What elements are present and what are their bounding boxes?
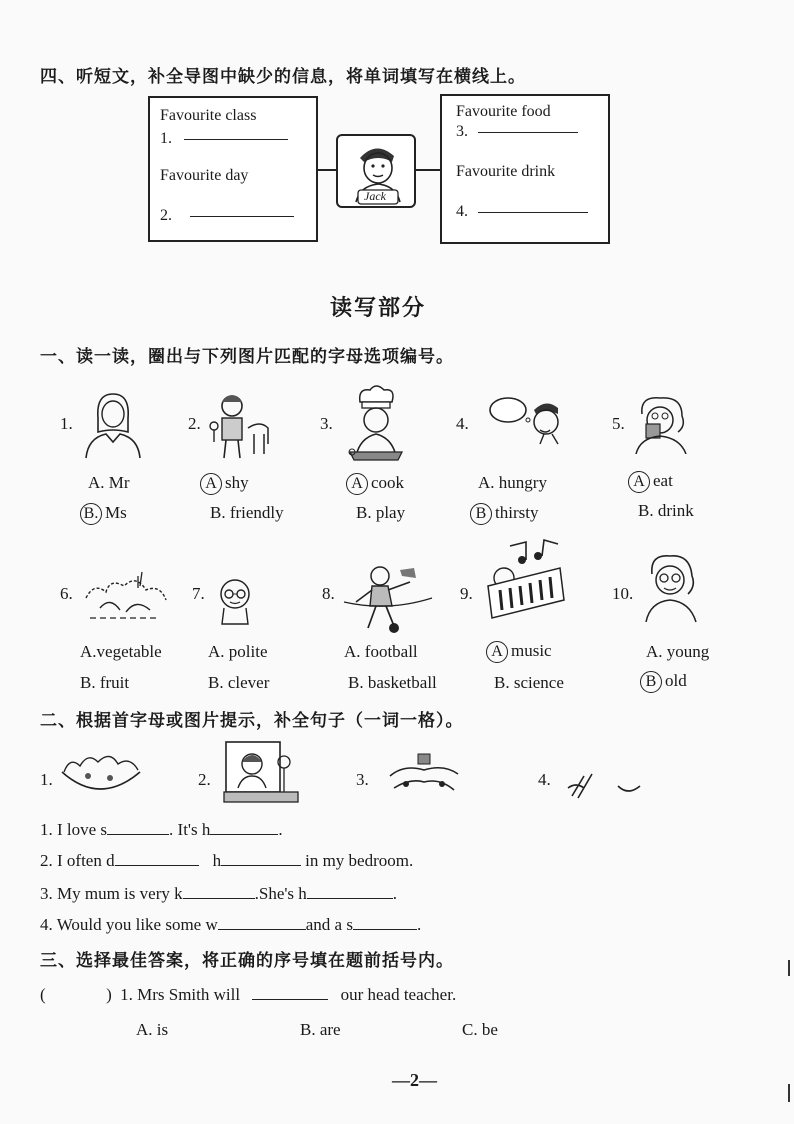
drink-sandwich-picture [566, 762, 642, 802]
old-man-eating-picture [632, 392, 692, 454]
option-text: old [665, 671, 687, 690]
connector-line-left [318, 169, 336, 171]
favourite-food-label: Favourite food [456, 103, 551, 120]
fill-heading: 二、根据首字母或图片提示，补全句子（一词一格）。 [40, 711, 464, 731]
clever-girl-picture [212, 574, 258, 630]
option-text: cook [371, 473, 405, 492]
item-number: 2. [188, 414, 201, 433]
choice-a[interactable]: A. is [136, 1020, 169, 1039]
option-b[interactable]: B. drink [638, 501, 694, 520]
option-a[interactable]: A. football [344, 642, 418, 661]
circled-letter: A [486, 641, 508, 663]
thirsty-boy-picture [488, 394, 566, 446]
connector-line-right [416, 169, 440, 171]
sentence-1: 1. I love s . It's h . [40, 820, 283, 839]
option-a[interactable]: A. Mr [88, 473, 130, 492]
choice-heading: 三、选择最佳答案，将正确的序号填在题前括号内。 [40, 951, 454, 971]
option-b[interactable]: B. fruit [80, 673, 130, 692]
item-number: 7. [192, 584, 205, 603]
page-number: —2— [392, 1070, 437, 1090]
answer-blank-1[interactable] [184, 139, 288, 140]
hint-number: 1. [40, 770, 53, 789]
option-b[interactable]: B. basketball [348, 673, 437, 692]
sentence-4-blank-a[interactable] [218, 916, 306, 930]
favourite-class-label: Favourite class [160, 107, 257, 124]
option-b[interactable]: B. friendly [210, 503, 284, 522]
salad-picture [58, 746, 144, 798]
kind-mum-picture [384, 748, 464, 800]
helping-hands-icon [384, 748, 464, 800]
piano-music-picture [482, 538, 566, 628]
chef-picture [342, 384, 410, 466]
item-number: 3. [320, 414, 333, 433]
answer-paren-open: ( [40, 985, 46, 1004]
jack-portrait-box [336, 134, 416, 208]
sentence-3-blank-a[interactable] [183, 885, 255, 899]
circled-letter: A [346, 473, 368, 495]
option-b-circled[interactable] [640, 671, 687, 693]
blank-1-number: 1. [160, 129, 288, 149]
sentence-4-blank-b[interactable] [353, 916, 417, 930]
part-title: 读写部分 [330, 296, 427, 321]
option-a[interactable]: A.vegetable [80, 642, 162, 661]
circled-letter: B [470, 503, 492, 525]
old-man-icon [640, 550, 702, 624]
hint-number: 2. [198, 770, 211, 789]
girl-icon [204, 388, 278, 462]
answer-blank-2[interactable] [190, 216, 294, 217]
option-text: thirsty [495, 503, 539, 522]
jack-label: Jack [364, 189, 386, 203]
blank-3-number: 3. [456, 122, 578, 142]
option-b-circled[interactable] [470, 503, 538, 525]
item-number: 9. [460, 584, 473, 603]
girl-with-dog-picture [204, 388, 278, 462]
question-1-text: 1. Mrs Smith will [120, 985, 241, 1004]
item-number: 4. [456, 414, 469, 433]
sentence-3-blank-b[interactable] [307, 885, 393, 899]
option-a[interactable]: A. polite [208, 642, 268, 661]
question-1 [40, 985, 456, 1005]
chef-icon [342, 384, 410, 466]
blank-4-number: 4. [456, 202, 588, 222]
answer-paren-close: ) [106, 985, 112, 1004]
option-a-circled[interactable] [200, 473, 249, 495]
choice-c[interactable]: C. be [462, 1020, 498, 1039]
woman-icon [82, 388, 144, 460]
piano-icon [482, 538, 566, 628]
question-1-blank [252, 986, 328, 1000]
item-number: 6. [60, 584, 73, 603]
option-b-circled[interactable] [80, 503, 127, 525]
mindmap-left-box [148, 96, 318, 242]
option-text: eat [653, 471, 673, 490]
item-number: 5. [612, 414, 625, 433]
sentence-1-blank-a[interactable] [107, 821, 169, 835]
old-man-eating-icon [632, 392, 692, 454]
option-b[interactable]: B. clever [208, 673, 270, 692]
option-text: shy [225, 473, 249, 492]
circled-letter: B. [80, 503, 102, 525]
option-a-circled[interactable] [486, 641, 552, 663]
hint-number: 4. [538, 770, 551, 789]
answer-blank-4[interactable] [478, 212, 588, 213]
question-1-tail: our head teacher. [340, 985, 457, 1004]
option-a-circled[interactable] [346, 473, 404, 495]
option-a[interactable]: A. hungry [478, 473, 547, 492]
study-desk-icon [222, 738, 300, 808]
scan-edge-mark [788, 1084, 790, 1102]
item-number: 1. [60, 414, 73, 433]
favourite-day-label: Favourite day [160, 167, 249, 184]
favourite-drink-label: Favourite drink [456, 163, 556, 180]
glasses-girl-icon [212, 574, 258, 630]
old-man-picture [640, 550, 702, 624]
sentence-4: 4. Would you like some w and a s . [40, 915, 422, 934]
vegetables-picture [80, 568, 170, 624]
item-number: 8. [322, 584, 335, 603]
option-text: Ms [105, 503, 127, 522]
thought-bubble-boy-icon [488, 394, 566, 446]
option-a-circled[interactable] [628, 471, 673, 493]
match-heading: 一、读一读，圈出与下列图片匹配的字母选项编号。 [40, 347, 454, 367]
water-sandwich-icon [566, 762, 642, 802]
sentence-2: 2. I often d h in my bedroom. [40, 851, 414, 870]
woman-picture [82, 388, 144, 460]
choice-b[interactable]: B. are [300, 1020, 341, 1039]
listening-heading: 四、听短文，补全导图中缺少的信息，将单词填写在横线上。 [40, 67, 526, 87]
option-b[interactable]: B. play [356, 503, 406, 522]
sentence-3: 3. My mum is very k .She's h . [40, 884, 398, 903]
answer-paren-slot[interactable] [50, 986, 102, 1000]
hint-number: 3. [356, 770, 369, 789]
circled-letter: A [628, 471, 650, 493]
girl-studying-picture [222, 738, 300, 808]
circled-letter: B [640, 671, 662, 693]
circled-letter: A [200, 473, 222, 495]
mindmap-right-box [440, 94, 610, 244]
vegetable-icon [80, 568, 170, 624]
salad-bowl-icon [58, 746, 144, 798]
blank-2-number: 2. [160, 206, 294, 226]
sentence-2-blank-a[interactable] [115, 852, 199, 866]
item-number: 10. [612, 584, 634, 603]
football-player-picture [340, 562, 436, 638]
sentence-2-blank-b[interactable] [221, 852, 301, 866]
option-a[interactable]: A. young [646, 642, 710, 661]
option-b[interactable]: B. science [494, 673, 564, 692]
scan-edge-mark [788, 960, 790, 976]
option-text: music [511, 641, 552, 660]
answer-blank-3[interactable] [478, 132, 578, 133]
football-player-icon [340, 562, 436, 638]
sentence-1-blank-b[interactable] [210, 821, 278, 835]
